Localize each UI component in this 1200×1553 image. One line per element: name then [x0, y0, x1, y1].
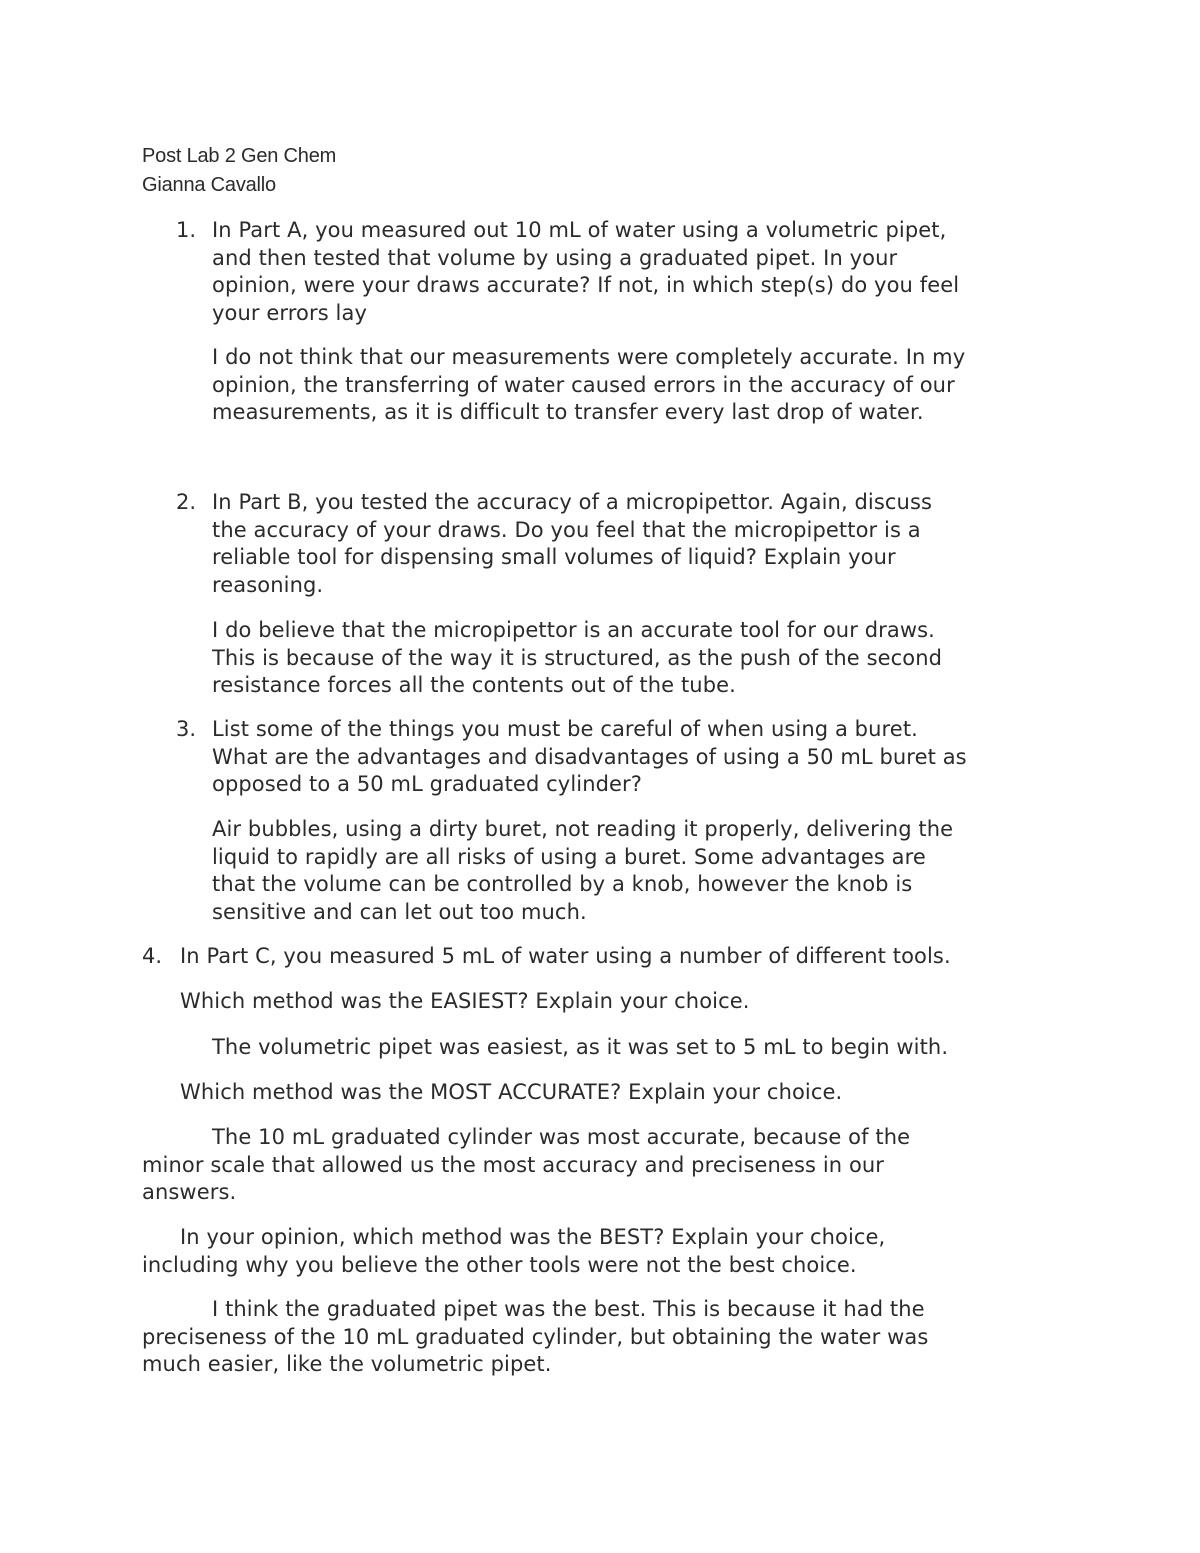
- accurate-answer-line: answers.: [142, 1180, 237, 1204]
- answer-2-line: resistance forces all the contents out of the tube.: [212, 673, 736, 697]
- answer-1-line: measurements, as it is difficult to transfer every last drop of water.: [212, 400, 924, 424]
- question-2-line: reliable tool for dispensing small volumes of liquid? Explain your: [212, 545, 896, 569]
- answer-3-line: sensitive and can let out too much.: [212, 899, 587, 924]
- answer-3-line: that the volume can be controlled by a knob, however the knob is: [212, 872, 913, 896]
- document-title: Post Lab 2 Gen Chem: [142, 145, 337, 167]
- question-1-line: In Part A, you measured out 10 mL of water using a volumetric pipet,: [212, 218, 947, 242]
- question-number-1: 1.: [176, 218, 197, 242]
- easiest-answer: The volumetric pipet was easiest, as it was set to 5 mL to begin with.: [212, 1035, 949, 1059]
- answer-3-line: Air bubbles, using a dirty buret, not reading it properly, delivering the: [212, 817, 954, 841]
- accurate-question: Which method was the MOST ACCURATE? Explain your choice.: [180, 1080, 843, 1104]
- best-answer-line: much easier, like the volumetric pipet.: [142, 1352, 552, 1376]
- best-answer-line: I think the graduated pipet was the best. This is because it had the: [212, 1297, 925, 1321]
- answer-1-line: opinion, the transferring of water caused errors in the accuracy of our: [212, 372, 955, 397]
- author-name: Gianna Cavallo: [142, 174, 276, 196]
- answer-1-line: I do not think that our measurements were completely accurate. In my: [212, 345, 966, 369]
- question-2-line: the accuracy of your draws. Do you feel that the micropipettor is a: [212, 517, 921, 542]
- question-number-2: 2.: [176, 490, 197, 514]
- question-2-line: In Part B, you tested the accuracy of a micropipettor. Again, discuss: [212, 490, 933, 514]
- accurate-answer-line: minor scale that allowed us the most accuracy and preciseness in our: [142, 1152, 885, 1177]
- easiest-question: Which method was the EASIEST? Explain your choice.: [180, 989, 750, 1013]
- best-question-line: including why you believe the other tools were not the best choice.: [142, 1252, 857, 1277]
- question-1-line: and then tested that volume by using a graduated pipet. In your: [212, 245, 898, 270]
- question-1-line: opinion, were your draws accurate? If not, in which step(s) do you feel: [212, 273, 960, 297]
- accurate-answer-line: The 10 mL graduated cylinder was most accurate, because of the: [212, 1125, 911, 1149]
- question-3-line: What are the advantages and disadvantages of using a 50 mL buret as: [212, 744, 967, 769]
- question-2-line: reasoning.: [212, 572, 324, 597]
- question-number-3: 3.: [176, 717, 197, 741]
- question-1-line: your errors lay: [212, 300, 367, 325]
- question-3-line: opposed to a 50 mL graduated cylinder?: [212, 772, 643, 796]
- answer-2-line: I do believe that the micropipettor is an accurate tool for our draws.: [212, 618, 935, 642]
- best-question-line: In your opinion, which method was the BEST? Explain your choice,: [180, 1225, 886, 1249]
- best-answer-line: preciseness of the 10 mL graduated cylinder, but obtaining the water was: [142, 1324, 929, 1349]
- answer-3-line: liquid to rapidly are all risks of using a buret. Some advantages are: [212, 844, 926, 869]
- question-number-4: 4.: [142, 944, 163, 968]
- answer-2-line: This is because of the way it is structured, as the push of the second: [212, 645, 943, 670]
- question-4-intro: In Part C, you measured 5 mL of water using a number of different tools.: [180, 944, 951, 968]
- question-3-line: List some of the things you must be careful of when using a buret.: [212, 717, 918, 741]
